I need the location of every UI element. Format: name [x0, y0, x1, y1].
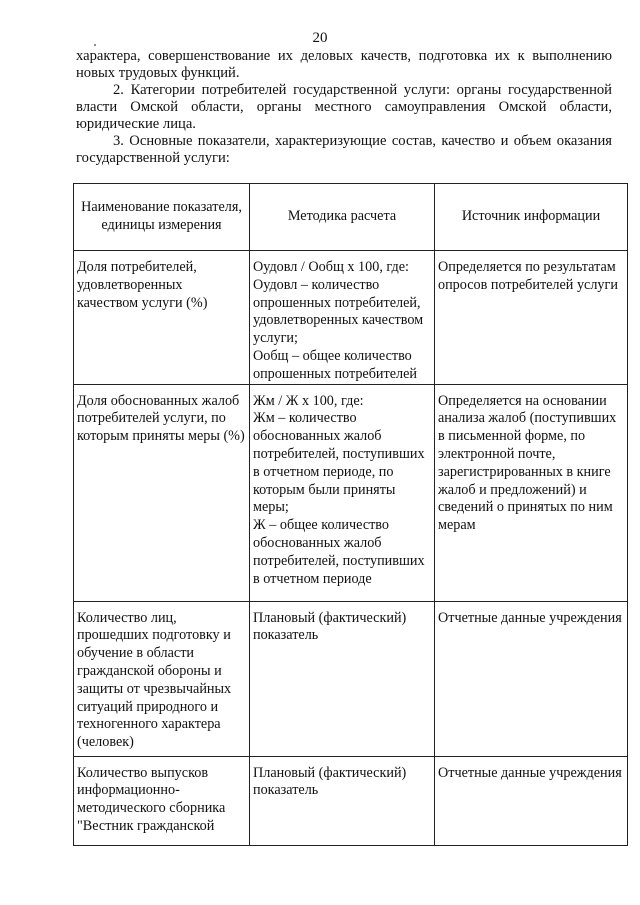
- source-cell: Отчетные данные учреждения: [435, 756, 628, 845]
- table-row: [74, 251, 628, 385]
- source-cell: Определяется на основании анализа жалоб (поступивших в письменной форме, по электронной почте, зарегистрированных в книге жалоб и предложений) и сведений о принятых по ним мерам: [435, 384, 628, 601]
- indicator-name-cell: Доля обоснованных жалоб потребителей услуги, по которым приняты меры (%): [74, 384, 250, 601]
- indicator-name-cell: Количество выпусков информационно-методического сборника "Вестник гражданской: [74, 756, 250, 845]
- source-cell: Определяется по результатам опросов потребителей услуги: [435, 251, 628, 385]
- indicators-table: [73, 183, 628, 846]
- table-row: [74, 756, 628, 845]
- paragraph-consumer-categories: 2. Категории потребителей государственной услуги: органы государственной власти Омской области, органы местного самоуправления Омской области, юридические лица.: [76, 82, 612, 132]
- table-row: [74, 384, 628, 601]
- method-cell: Плановый (фактический) показатель: [250, 756, 435, 845]
- header-calculation-method: Методика расчета: [250, 184, 435, 251]
- page-number: 20: [312, 30, 328, 46]
- indicator-name-cell: Доля потребителей, удовлетворенных качеством услуги (%): [74, 251, 250, 385]
- method-cell: Жм / Ж x 100, где: Жм – количество обоснованных жалоб потребителей, поступивших в отчетном периоде, по которым были приняты меры; Ж – общее количество обоснованных жалоб потребителей, поступивших в отчетном периоде: [250, 384, 435, 601]
- paragraph-main-indicators: 3. Основные показатели, характеризующие состав, качество и объем оказания государственной услуги:: [76, 133, 612, 166]
- header-indicator-name: Наименование показателя, единицы измерения: [74, 184, 250, 251]
- header-information-source: Источник информации: [435, 184, 628, 251]
- scan-speck: [94, 44, 96, 46]
- indicator-name-cell: Количество лиц, прошедших подготовку и обучение в области гражданской обороны и защиты от чрезвычайных ситуаций природного и техногенного характера (человек): [74, 601, 250, 756]
- method-cell: Плановый (фактический) показатель: [250, 601, 435, 756]
- table-header-row: [74, 184, 628, 251]
- table-row: [74, 601, 628, 756]
- method-cell: Оудовл / Ообщ x 100, где: Оудовл – количество опрошенных потребителей, удовлетворенных качеством услуги; Ообщ – общее количество опрошенных потребителей: [250, 251, 435, 385]
- source-cell: Отчетные данные учреждения: [435, 601, 628, 756]
- paragraph-continuation: характера, совершенствование их деловых качеств, подготовка их к выполнению новых трудовых функций.: [76, 48, 612, 81]
